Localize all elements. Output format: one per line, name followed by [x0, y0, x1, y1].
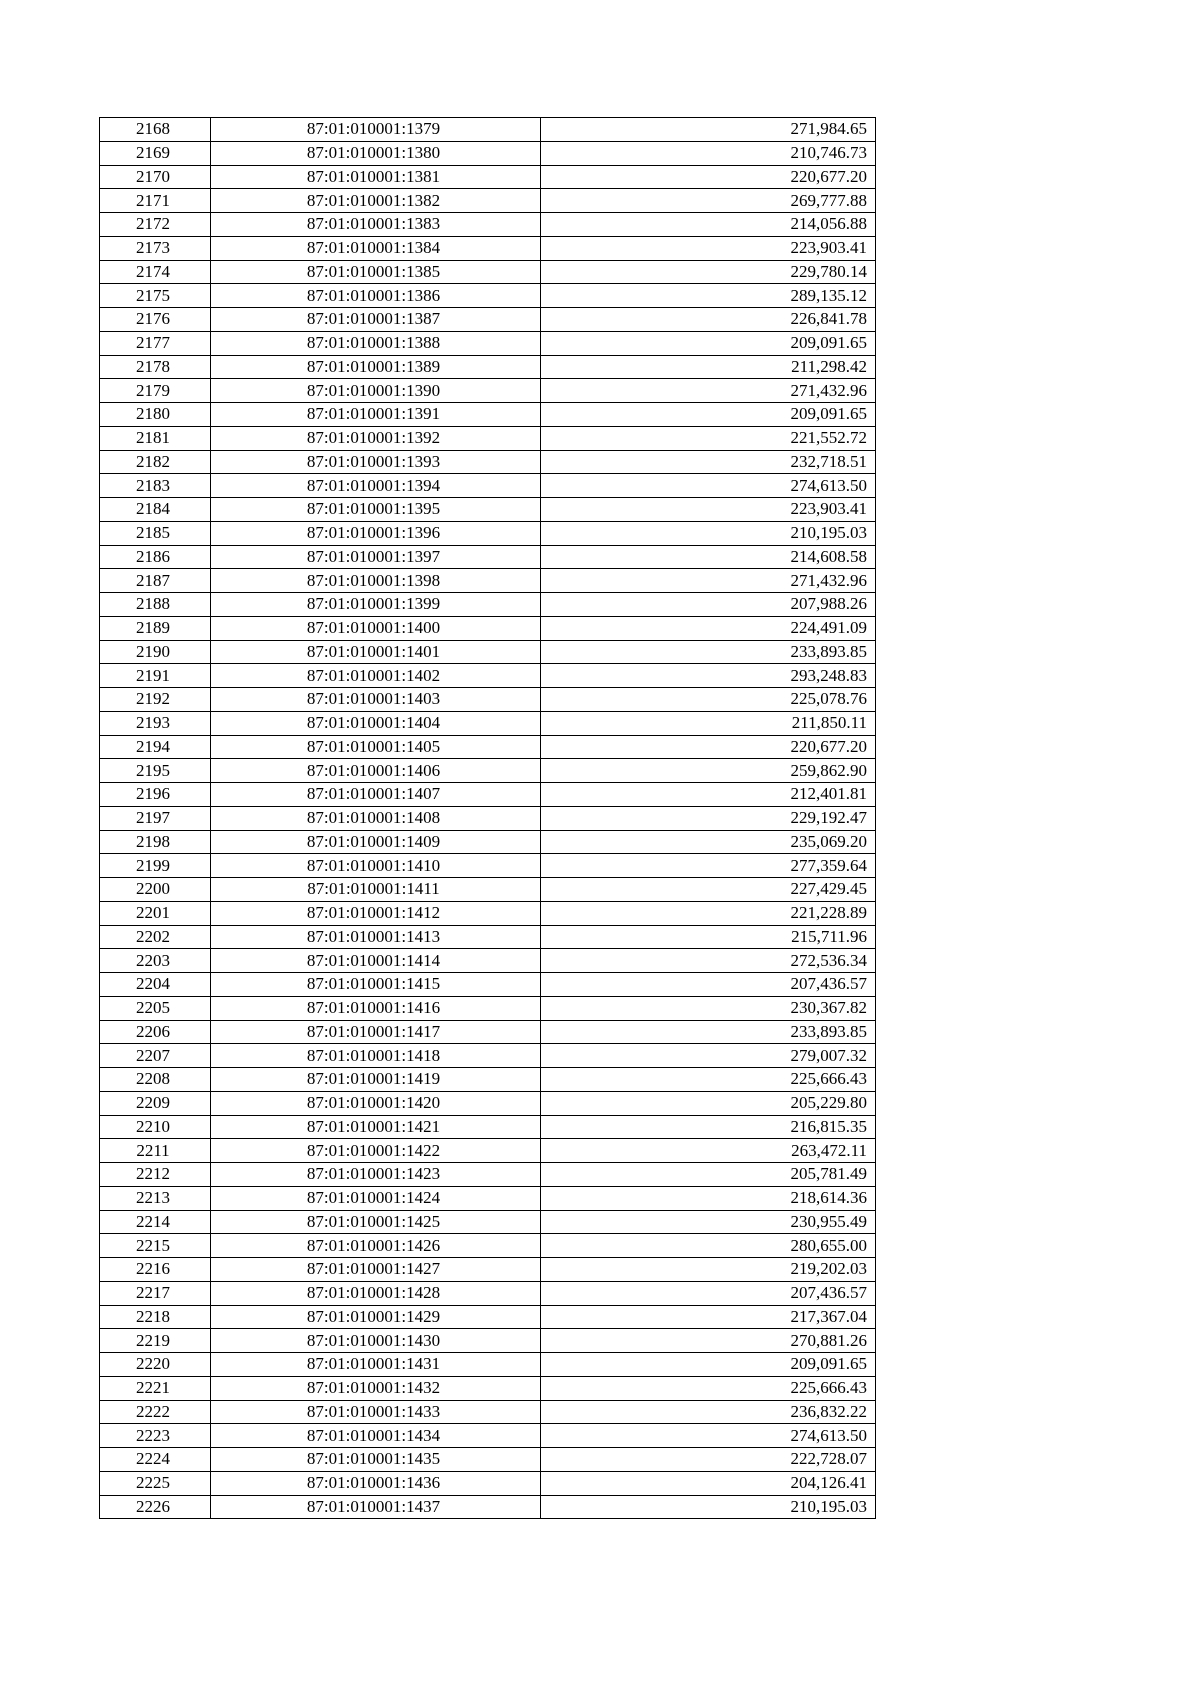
- table-row: [100, 996, 876, 1020]
- cadastral-value-cell: 274,613.50: [541, 1424, 876, 1448]
- row-number-cell: 2203: [100, 949, 211, 973]
- cadastral-number-cell: 87:01:010001:1389: [211, 355, 541, 379]
- row-number-cell: 2192: [100, 688, 211, 712]
- cadastral-value-cell: 212,401.81: [541, 783, 876, 807]
- row-number-cell: 2208: [100, 1068, 211, 1092]
- table-row: [100, 521, 876, 545]
- row-number-cell: 2220: [100, 1353, 211, 1377]
- row-number-cell: 2193: [100, 711, 211, 735]
- table-row: [100, 426, 876, 450]
- table-row: [100, 616, 876, 640]
- table-row: [100, 1115, 876, 1139]
- cadastral-value-cell: 204,126.41: [541, 1471, 876, 1495]
- cadastral-number-cell: 87:01:010001:1392: [211, 426, 541, 450]
- cadastral-number-cell: 87:01:010001:1379: [211, 118, 541, 142]
- row-number-cell: 2207: [100, 1044, 211, 1068]
- cadastral-number-cell: 87:01:010001:1420: [211, 1091, 541, 1115]
- table-body: [100, 118, 876, 1519]
- table-row: [100, 1495, 876, 1519]
- cadastral-number-cell: 87:01:010001:1387: [211, 308, 541, 332]
- row-number-cell: 2183: [100, 474, 211, 498]
- table-row: [100, 1258, 876, 1282]
- row-number-cell: 2209: [100, 1091, 211, 1115]
- cadastral-number-cell: 87:01:010001:1382: [211, 189, 541, 213]
- cadastral-number-cell: 87:01:010001:1421: [211, 1115, 541, 1139]
- row-number-cell: 2214: [100, 1210, 211, 1234]
- table-row: [100, 1186, 876, 1210]
- cadastral-value-cell: 207,436.57: [541, 1281, 876, 1305]
- row-number-cell: 2196: [100, 783, 211, 807]
- row-number-cell: 2189: [100, 616, 211, 640]
- row-number-cell: 2213: [100, 1186, 211, 1210]
- cadastral-number-cell: 87:01:010001:1395: [211, 498, 541, 522]
- cadastral-value-cell: 279,007.32: [541, 1044, 876, 1068]
- cadastral-number-cell: 87:01:010001:1413: [211, 925, 541, 949]
- table-row: [100, 1234, 876, 1258]
- cadastral-value-cell: 271,432.96: [541, 569, 876, 593]
- cadastral-value-cell: 232,718.51: [541, 450, 876, 474]
- cadastral-number-cell: 87:01:010001:1436: [211, 1471, 541, 1495]
- cadastral-number-cell: 87:01:010001:1419: [211, 1068, 541, 1092]
- row-number-cell: 2226: [100, 1495, 211, 1519]
- cadastral-value-cell: 229,780.14: [541, 260, 876, 284]
- cadastral-value-cell: 280,655.00: [541, 1234, 876, 1258]
- table-row: [100, 1163, 876, 1187]
- cadastral-value-cell: 219,202.03: [541, 1258, 876, 1282]
- table-row: [100, 759, 876, 783]
- table-row: [100, 973, 876, 997]
- cadastral-number-cell: 87:01:010001:1393: [211, 450, 541, 474]
- cadastral-number-cell: 87:01:010001:1404: [211, 711, 541, 735]
- row-number-cell: 2216: [100, 1258, 211, 1282]
- row-number-cell: 2178: [100, 355, 211, 379]
- cadastral-value-cell: 277,359.64: [541, 854, 876, 878]
- cadastral-number-cell: 87:01:010001:1384: [211, 236, 541, 260]
- cadastral-number-cell: 87:01:010001:1410: [211, 854, 541, 878]
- row-number-cell: 2177: [100, 331, 211, 355]
- table-row: [100, 925, 876, 949]
- cadastral-value-cell: 214,608.58: [541, 545, 876, 569]
- table-row: [100, 1210, 876, 1234]
- cadastral-value-cell: 215,711.96: [541, 925, 876, 949]
- row-number-cell: 2224: [100, 1448, 211, 1472]
- cadastral-value-cell: 220,677.20: [541, 735, 876, 759]
- row-number-cell: 2221: [100, 1376, 211, 1400]
- row-number-cell: 2218: [100, 1305, 211, 1329]
- row-number-cell: 2191: [100, 664, 211, 688]
- cadastral-number-cell: 87:01:010001:1394: [211, 474, 541, 498]
- cadastral-number-cell: 87:01:010001:1400: [211, 616, 541, 640]
- row-number-cell: 2222: [100, 1400, 211, 1424]
- cadastral-number-cell: 87:01:010001:1431: [211, 1353, 541, 1377]
- row-number-cell: 2190: [100, 640, 211, 664]
- cadastral-number-cell: 87:01:010001:1383: [211, 213, 541, 237]
- table-row: [100, 308, 876, 332]
- cadastral-number-cell: 87:01:010001:1385: [211, 260, 541, 284]
- table-row: [100, 260, 876, 284]
- cadastral-number-cell: 87:01:010001:1412: [211, 901, 541, 925]
- row-number-cell: 2169: [100, 141, 211, 165]
- table-row: [100, 593, 876, 617]
- cadastral-value-cell: 272,536.34: [541, 949, 876, 973]
- table-row: [100, 1424, 876, 1448]
- cadastral-number-cell: 87:01:010001:1427: [211, 1258, 541, 1282]
- row-number-cell: 2200: [100, 878, 211, 902]
- cadastral-value-cell: 209,091.65: [541, 1353, 876, 1377]
- table-row: [100, 783, 876, 807]
- row-number-cell: 2215: [100, 1234, 211, 1258]
- table-row: [100, 118, 876, 142]
- cadastral-value-cell: 229,192.47: [541, 806, 876, 830]
- table-row: [100, 403, 876, 427]
- table-row: [100, 569, 876, 593]
- table-row: [100, 949, 876, 973]
- cadastral-value-cell: 221,552.72: [541, 426, 876, 450]
- row-number-cell: 2184: [100, 498, 211, 522]
- row-number-cell: 2194: [100, 735, 211, 759]
- cadastral-number-cell: 87:01:010001:1397: [211, 545, 541, 569]
- table-row: [100, 640, 876, 664]
- table-row: [100, 331, 876, 355]
- cadastral-number-cell: 87:01:010001:1409: [211, 830, 541, 854]
- table-row: [100, 474, 876, 498]
- cadastral-number-cell: 87:01:010001:1402: [211, 664, 541, 688]
- cadastral-number-cell: 87:01:010001:1415: [211, 973, 541, 997]
- cadastral-value-cell: 274,613.50: [541, 474, 876, 498]
- row-number-cell: 2204: [100, 973, 211, 997]
- cadastral-number-cell: 87:01:010001:1396: [211, 521, 541, 545]
- table-row: [100, 806, 876, 830]
- table-row: [100, 854, 876, 878]
- cadastral-number-cell: 87:01:010001:1435: [211, 1448, 541, 1472]
- cadastral-value-cell: 226,841.78: [541, 308, 876, 332]
- table-row: [100, 1091, 876, 1115]
- cadastral-value-cell: 220,677.20: [541, 165, 876, 189]
- cadastral-value-table: [99, 117, 876, 1519]
- row-number-cell: 2201: [100, 901, 211, 925]
- row-number-cell: 2219: [100, 1329, 211, 1353]
- cadastral-number-cell: 87:01:010001:1437: [211, 1495, 541, 1519]
- row-number-cell: 2225: [100, 1471, 211, 1495]
- cadastral-number-cell: 87:01:010001:1391: [211, 403, 541, 427]
- row-number-cell: 2186: [100, 545, 211, 569]
- table-row: [100, 1329, 876, 1353]
- cadastral-value-cell: 210,195.03: [541, 1495, 876, 1519]
- table-row: [100, 545, 876, 569]
- table-row: [100, 1305, 876, 1329]
- table-row: [100, 355, 876, 379]
- cadastral-number-cell: 87:01:010001:1405: [211, 735, 541, 759]
- table-row: [100, 830, 876, 854]
- cadastral-number-cell: 87:01:010001:1433: [211, 1400, 541, 1424]
- cadastral-number-cell: 87:01:010001:1429: [211, 1305, 541, 1329]
- row-number-cell: 2173: [100, 236, 211, 260]
- table-row: [100, 1353, 876, 1377]
- row-number-cell: 2175: [100, 284, 211, 308]
- cadastral-value-cell: 263,472.11: [541, 1139, 876, 1163]
- cadastral-value-cell: 223,903.41: [541, 236, 876, 260]
- row-number-cell: 2182: [100, 450, 211, 474]
- cadastral-number-cell: 87:01:010001:1407: [211, 783, 541, 807]
- cadastral-number-cell: 87:01:010001:1418: [211, 1044, 541, 1068]
- row-number-cell: 2170: [100, 165, 211, 189]
- table-row: [100, 1044, 876, 1068]
- cadastral-value-cell: 233,893.85: [541, 1020, 876, 1044]
- cadastral-number-cell: 87:01:010001:1425: [211, 1210, 541, 1234]
- cadastral-value-cell: 217,367.04: [541, 1305, 876, 1329]
- table-row: [100, 878, 876, 902]
- table-row: [100, 664, 876, 688]
- table-row: [100, 284, 876, 308]
- cadastral-number-cell: 87:01:010001:1430: [211, 1329, 541, 1353]
- table-row: [100, 901, 876, 925]
- cadastral-number-cell: 87:01:010001:1386: [211, 284, 541, 308]
- table-row: [100, 189, 876, 213]
- table-row: [100, 1448, 876, 1472]
- cadastral-number-cell: 87:01:010001:1414: [211, 949, 541, 973]
- cadastral-number-cell: 87:01:010001:1406: [211, 759, 541, 783]
- cadastral-value-cell: 209,091.65: [541, 403, 876, 427]
- cadastral-value-cell: 210,746.73: [541, 141, 876, 165]
- cadastral-value-cell: 210,195.03: [541, 521, 876, 545]
- cadastral-value-cell: 221,228.89: [541, 901, 876, 925]
- cadastral-number-cell: 87:01:010001:1416: [211, 996, 541, 1020]
- cadastral-value-cell: 293,248.83: [541, 664, 876, 688]
- table-row: [100, 379, 876, 403]
- cadastral-value-cell: 269,777.88: [541, 189, 876, 213]
- cadastral-number-cell: 87:01:010001:1388: [211, 331, 541, 355]
- table-row: [100, 498, 876, 522]
- cadastral-number-cell: 87:01:010001:1411: [211, 878, 541, 902]
- cadastral-number-cell: 87:01:010001:1426: [211, 1234, 541, 1258]
- cadastral-value-cell: 222,728.07: [541, 1448, 876, 1472]
- cadastral-value-cell: 225,666.43: [541, 1376, 876, 1400]
- row-number-cell: 2206: [100, 1020, 211, 1044]
- cadastral-value-cell: 209,091.65: [541, 331, 876, 355]
- cadastral-number-cell: 87:01:010001:1401: [211, 640, 541, 664]
- cadastral-value-cell: 225,078.76: [541, 688, 876, 712]
- cadastral-number-cell: 87:01:010001:1408: [211, 806, 541, 830]
- row-number-cell: 2180: [100, 403, 211, 427]
- cadastral-number-cell: 87:01:010001:1424: [211, 1186, 541, 1210]
- cadastral-number-cell: 87:01:010001:1417: [211, 1020, 541, 1044]
- cadastral-value-cell: 230,955.49: [541, 1210, 876, 1234]
- row-number-cell: 2171: [100, 189, 211, 213]
- row-number-cell: 2212: [100, 1163, 211, 1187]
- cadastral-value-cell: 211,298.42: [541, 355, 876, 379]
- cadastral-number-cell: 87:01:010001:1423: [211, 1163, 541, 1187]
- table-row: [100, 1068, 876, 1092]
- table-row: [100, 165, 876, 189]
- row-number-cell: 2217: [100, 1281, 211, 1305]
- cadastral-value-cell: 230,367.82: [541, 996, 876, 1020]
- cadastral-value-cell: 223,903.41: [541, 498, 876, 522]
- cadastral-value-cell: 227,429.45: [541, 878, 876, 902]
- cadastral-number-cell: 87:01:010001:1428: [211, 1281, 541, 1305]
- cadastral-number-cell: 87:01:010001:1422: [211, 1139, 541, 1163]
- cadastral-number-cell: 87:01:010001:1380: [211, 141, 541, 165]
- cadastral-number-cell: 87:01:010001:1434: [211, 1424, 541, 1448]
- cadastral-value-cell: 214,056.88: [541, 213, 876, 237]
- row-number-cell: 2211: [100, 1139, 211, 1163]
- table-row: [100, 735, 876, 759]
- row-number-cell: 2181: [100, 426, 211, 450]
- cadastral-value-cell: 218,614.36: [541, 1186, 876, 1210]
- cadastral-value-cell: 205,781.49: [541, 1163, 876, 1187]
- table-row: [100, 213, 876, 237]
- cadastral-number-cell: 87:01:010001:1381: [211, 165, 541, 189]
- cadastral-number-cell: 87:01:010001:1399: [211, 593, 541, 617]
- row-number-cell: 2223: [100, 1424, 211, 1448]
- row-number-cell: 2176: [100, 308, 211, 332]
- cadastral-value-cell: 235,069.20: [541, 830, 876, 854]
- row-number-cell: 2179: [100, 379, 211, 403]
- table-row: [100, 1139, 876, 1163]
- row-number-cell: 2197: [100, 806, 211, 830]
- cadastral-number-cell: 87:01:010001:1403: [211, 688, 541, 712]
- row-number-cell: 2188: [100, 593, 211, 617]
- table-row: [100, 1400, 876, 1424]
- cadastral-value-cell: 271,432.96: [541, 379, 876, 403]
- cadastral-value-cell: 271,984.65: [541, 118, 876, 142]
- cadastral-number-cell: 87:01:010001:1398: [211, 569, 541, 593]
- table-row: [100, 141, 876, 165]
- cadastral-value-cell: 205,229.80: [541, 1091, 876, 1115]
- row-number-cell: 2199: [100, 854, 211, 878]
- table-row: [100, 236, 876, 260]
- row-number-cell: 2174: [100, 260, 211, 284]
- row-number-cell: 2210: [100, 1115, 211, 1139]
- row-number-cell: 2172: [100, 213, 211, 237]
- cadastral-value-cell: 225,666.43: [541, 1068, 876, 1092]
- table-row: [100, 450, 876, 474]
- table-row: [100, 1471, 876, 1495]
- table-row: [100, 1281, 876, 1305]
- row-number-cell: 2168: [100, 118, 211, 142]
- table-row: [100, 1376, 876, 1400]
- table-row: [100, 1020, 876, 1044]
- table-row: [100, 688, 876, 712]
- cadastral-value-cell: 211,850.11: [541, 711, 876, 735]
- cadastral-value-cell: 233,893.85: [541, 640, 876, 664]
- row-number-cell: 2205: [100, 996, 211, 1020]
- cadastral-number-cell: 87:01:010001:1432: [211, 1376, 541, 1400]
- cadastral-value-cell: 207,436.57: [541, 973, 876, 997]
- row-number-cell: 2198: [100, 830, 211, 854]
- cadastral-number-cell: 87:01:010001:1390: [211, 379, 541, 403]
- cadastral-value-cell: 259,862.90: [541, 759, 876, 783]
- cadastral-value-cell: 236,832.22: [541, 1400, 876, 1424]
- cadastral-value-cell: 207,988.26: [541, 593, 876, 617]
- row-number-cell: 2185: [100, 521, 211, 545]
- cadastral-value-cell: 270,881.26: [541, 1329, 876, 1353]
- row-number-cell: 2202: [100, 925, 211, 949]
- cadastral-value-cell: 216,815.35: [541, 1115, 876, 1139]
- row-number-cell: 2187: [100, 569, 211, 593]
- cadastral-value-cell: 224,491.09: [541, 616, 876, 640]
- table-row: [100, 711, 876, 735]
- cadastral-value-cell: 289,135.12: [541, 284, 876, 308]
- row-number-cell: 2195: [100, 759, 211, 783]
